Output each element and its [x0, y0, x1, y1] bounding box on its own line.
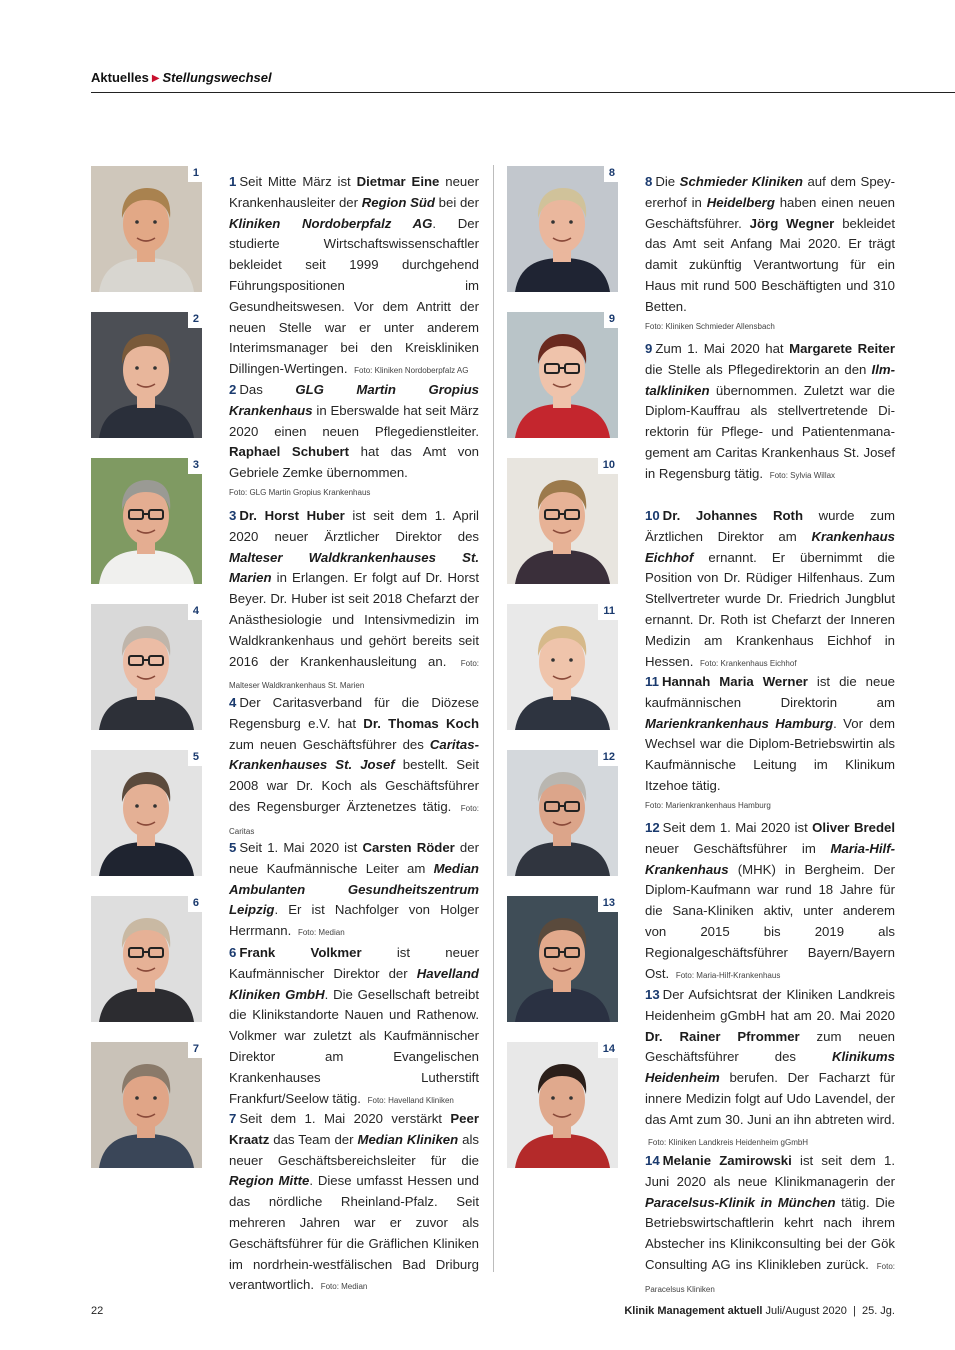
photo-credit: Foto: Kliniken Nordoberpfalz AG: [354, 366, 469, 376]
news-entry: [645, 985, 895, 1153]
portrait-right-eye: [153, 1096, 157, 1100]
portrait-right-eye: [569, 1096, 573, 1100]
portrait-graphic: [507, 166, 618, 292]
photo-credit: Foto: Marienkrankenhaus Hamburg: [645, 800, 771, 810]
photo-credit: Foto: GLG Martin Gropius Krankenhaus: [229, 487, 371, 497]
entry-number: 3: [229, 508, 237, 523]
news-entry: [645, 172, 895, 334]
portrait-photo: [91, 312, 202, 438]
photo-credit: Foto: Sylvia Willax: [769, 470, 836, 480]
page-number: 22: [91, 1305, 104, 1317]
photo-number: 14: [598, 1042, 618, 1058]
news-entry: [229, 838, 479, 944]
entry-number: 12: [645, 820, 660, 835]
photo-number: 13: [598, 896, 618, 912]
entry-text: Seit dem 1. Mai 2020 ist Oliver Bredel neuer Geschäftsführer im Maria-Hilf-Krankenhaus (MHK) in Bergheim. Der Diplom-Kaufmann war rund 18 Jahre für die Sana-Kliniken aktiv, unter anderem von 2015 bis 2019 als Regionalgeschäftsführer Bayern/Bayern Ost.: [645, 820, 895, 981]
portrait-graphic: [91, 312, 202, 438]
entry-text: Seit 1. Mai 2020 ist Carsten Röder der neue Kaufmännische Leiter am Median Ambulanten Gesundheitszentrum Leipzig. Er ist Nachfolger von Holger Herrmann.: [229, 840, 479, 939]
entry-number: 5: [229, 840, 237, 855]
news-entry: [229, 380, 479, 500]
journal-name: Klinik Management aktuell: [624, 1305, 763, 1317]
news-entry: [229, 1109, 479, 1298]
entry-text: Dr. Johannes Roth wurde zum Ärztlichen Direktor am Krankenhaus Eichhof ernannt. Er übernimmt die Position von Dr. Rüdiger Hilfenhaus. Zum Stellvertreter wurde Dr. Friedrich Jungblut ernannt. Dr. Roth ist Chefarzt der Inneren Medizin am Krankenhaus Eichhof in Hessen.: [645, 508, 895, 669]
running-header: [91, 70, 272, 85]
entry-number: 11: [645, 674, 659, 689]
issue-info: Juli/August 2020 | 25. Jg.: [765, 1305, 895, 1317]
portrait-graphic: [507, 750, 618, 876]
entry-number: 4: [229, 695, 237, 710]
portrait-graphic: [91, 896, 202, 1022]
entry-number: 8: [645, 174, 653, 189]
photo-credit: Foto: Kliniken Schmieder Allensbach: [645, 321, 775, 331]
portrait-graphic: [91, 1042, 202, 1168]
portrait-photo: [91, 1042, 202, 1168]
news-entry: [229, 172, 479, 382]
entry-text: Das GLG Martin Gropius Krankenhaus in Eberswalde hat seit März 2020 einen neuen Pflegedienstleiter. Raphael Schubert hat das Amt von Gebriele Zemke übernommen.: [229, 382, 480, 481]
entry-number: 1: [229, 174, 237, 189]
header-rule: [91, 92, 955, 93]
news-entry: [645, 818, 895, 986]
portrait-photo: [507, 458, 618, 584]
portrait-photo: [507, 166, 618, 292]
section-label: Aktuelles: [91, 70, 149, 85]
portrait-graphic: [91, 750, 202, 876]
portrait-left-eye: [551, 658, 555, 662]
portrait-right-eye: [569, 220, 573, 224]
portrait-right-eye: [153, 366, 157, 370]
entry-text: Dr. Horst Huber ist seit dem 1. April 2020 neuer Ärztlicher Direktor des Malteser Waldkrankenhauses St. Marien in Erlangen. Er folgt auf Dr. Horst Beyer. Dr. Huber ist seit 2018 Chefarzt der Anästhesiologie und Intensivmedizin im Waldkrankenhaus und gehört bereits seit 2016 der Krankenhausleitung an.: [229, 508, 479, 669]
portrait-photo: [507, 750, 618, 876]
entry-text: Zum 1. Mai 2020 hat Margarete Reiter die Stelle als Pflegedirektorin an den Ilmtalkliniken übernommen. Zuletzt war die Diplom-Kauffrau als stellvertretende Direktorin für Pflege- und Patientenmanagement am Caritas Krankenhaus St. Josef in Regensburg tätig.: [645, 341, 895, 481]
portrait-graphic: [91, 604, 202, 730]
photo-number: 4: [188, 604, 202, 620]
entry-text: Der Caritasverband für die Diözese Regensburg e.V. hat Dr. Thomas Koch zum neuen Geschäftsführer des Caritas-Krankenhauses St. Josef bestellt. Seit 2008 war Dr. Koch als Geschäftsführer des Regensburger Ärztenetzes tätig.: [229, 695, 479, 814]
photo-credit: Foto: Krankenhaus Eichhof: [700, 658, 797, 668]
photo-credit: Foto: Caritas: [229, 803, 479, 836]
entry-text: Hannah Maria Werner ist die neue kaufmännischen Direktorin am Marienkrankenhaus Hamburg. Vor dem Wechsel war die Diplom-Betriebswirtin als Kaufmännische Leitung im Klinikum Itzehoe tätig.: [645, 674, 895, 793]
entry-text: Die Schmieder Kliniken auf dem Speyererhof in Heidelberg haben einen neuen Geschäftsführer. Jörg Wegner bekleidet das Amt seit Anfang Mai 2020. Er trägt damit zukünftig Verantwortung für ein Haus mit rund 500 Beschäftigten und 310 Betten.: [645, 174, 895, 314]
photo-number: 8: [604, 166, 618, 182]
news-entry: [645, 339, 895, 487]
photo-number: 7: [188, 1042, 202, 1058]
portrait-photo: [91, 604, 202, 730]
photo-credit: Foto: Havelland Kliniken: [367, 1095, 454, 1105]
entry-text: Seit Mitte März ist Dietmar Eine neuer Krankenhausleiter der Region Süd bei der Kliniken Nordoberpfalz AG. Der studierte Wirtschaftswissenschaftler bekleidet seit 1999 durchgehend Führungspositionen im Gesundheitswesen. Vor dem Antritt der neuen Stelle war er unter anderem Interimsmanager bei den Kreiskliniken Dillingen-Wertingen.: [229, 174, 480, 377]
photo-credit: Foto: Maria-Hilf-Krankenhaus: [675, 970, 781, 980]
portrait-left-eye: [551, 220, 555, 224]
portrait-graphic: [507, 1042, 618, 1168]
photo-credit: Foto: Median: [297, 928, 345, 938]
photo-number: 6: [188, 896, 202, 912]
portrait-graphic: [91, 458, 202, 584]
photo-number: 9: [604, 312, 618, 328]
portrait-photo: [91, 458, 202, 584]
entry-text: Melanie Zamirowski ist seit dem 1. Juni 2020 als neue Klinikmanagerin der Paracelsus-Klinik in München tätig. Die Betriebswirtschaftlerin kehrt nach ihrem Abstecher ins Klinikconsulting bei der Gök Consulting AG ins Klinikleben zurück.: [645, 1153, 895, 1272]
photo-credit: Foto: Paracelsus Kliniken: [645, 1261, 895, 1294]
entry-text: Frank Volkmer ist neuer Kaufmännischer Direktor der Havelland Kliniken GmbH. Die Gesellschaft betreibt die Klinikstandorte Nauen und Rathenow. Volkmer war zuletzt als Kaufmännischer Direktor am Evangelischen Krankenhauses Lutherstift Frankfurt/Seelow tätig.: [229, 945, 479, 1106]
photo-credit: Foto: Median: [320, 1282, 368, 1292]
entry-number: 2: [229, 382, 237, 397]
portrait-photo: [507, 896, 618, 1022]
photo-credit: Foto: Kliniken Landkreis Heidenheim gGmbH: [648, 1137, 809, 1147]
entry-text: Seit dem 1. Mai 2020 verstärkt Peer Kraatz das Team der Median Kliniken als neuer Geschäftsbereichsleiter für die Region Mitte. Diese umfasst Hessen und das nördliche Rheinland-Pfalz. Seit mehreren Jahren war er zuvor als Geschäftsführer für die Gräflichen Kliniken im nordrhein-westfälischen Bad Driburg verantwortlich.: [229, 1111, 479, 1293]
portrait-graphic: [507, 604, 618, 730]
photo-credit: Foto: Malteser Waldkrankenhaus St. Marien: [229, 658, 479, 691]
portrait-photo: [91, 896, 202, 1022]
portrait-photo: [91, 750, 202, 876]
portrait-graphic: [507, 896, 618, 1022]
subsection-label: Stellungswechsel: [162, 70, 272, 85]
photo-number: 11: [598, 604, 618, 620]
photo-number: 5: [188, 750, 202, 766]
entry-number: 7: [229, 1111, 237, 1126]
portrait-left-eye: [551, 1096, 555, 1100]
photo-number: 2: [188, 312, 202, 328]
entry-number: 6: [229, 945, 237, 960]
photo-number: 3: [188, 458, 202, 474]
portrait-left-eye: [135, 366, 139, 370]
portrait-right-eye: [153, 804, 157, 808]
portrait-left-eye: [135, 1096, 139, 1100]
portrait-photo: [507, 604, 618, 730]
entry-number: 9: [645, 341, 653, 356]
portrait-graphic: [91, 166, 202, 292]
news-entry: [645, 506, 895, 674]
entry-number: 14: [645, 1153, 660, 1168]
portrait-right-eye: [153, 220, 157, 224]
news-entry: [645, 1151, 895, 1301]
entry-number: 10: [645, 508, 660, 523]
news-entry: [229, 943, 479, 1111]
portrait-graphic: [507, 312, 618, 438]
portrait-photo: [91, 166, 202, 292]
portrait-left-eye: [135, 804, 139, 808]
column-divider: [493, 165, 494, 1272]
journal-footer: [624, 1305, 895, 1317]
photo-number: 10: [598, 458, 618, 474]
entry-text: Der Aufsichtsrat der Kliniken Landkreis Heidenheim gGmbH hat am 20. Mai 2020 Dr. Rainer Pfrommer zum neuen Geschäftsführer des Klinikums Heidenheim berufen. Der Facharzt für innere Medizin folgt auf Udo Lavendel, der das Amt zum 30. Juni an ihn abtreten wird.: [645, 987, 895, 1127]
entry-number: 13: [645, 987, 660, 1002]
news-entry: [229, 506, 479, 697]
triangle-arrow-icon: ▶: [151, 73, 160, 84]
portrait-left-eye: [135, 220, 139, 224]
portrait-graphic: [507, 458, 618, 584]
portrait-photo: [507, 1042, 618, 1168]
portrait-right-eye: [569, 658, 573, 662]
news-entry: [645, 672, 895, 813]
news-entry: [229, 693, 479, 843]
photo-number: 12: [598, 750, 618, 766]
photo-number: 1: [188, 166, 202, 182]
portrait-photo: [507, 312, 618, 438]
